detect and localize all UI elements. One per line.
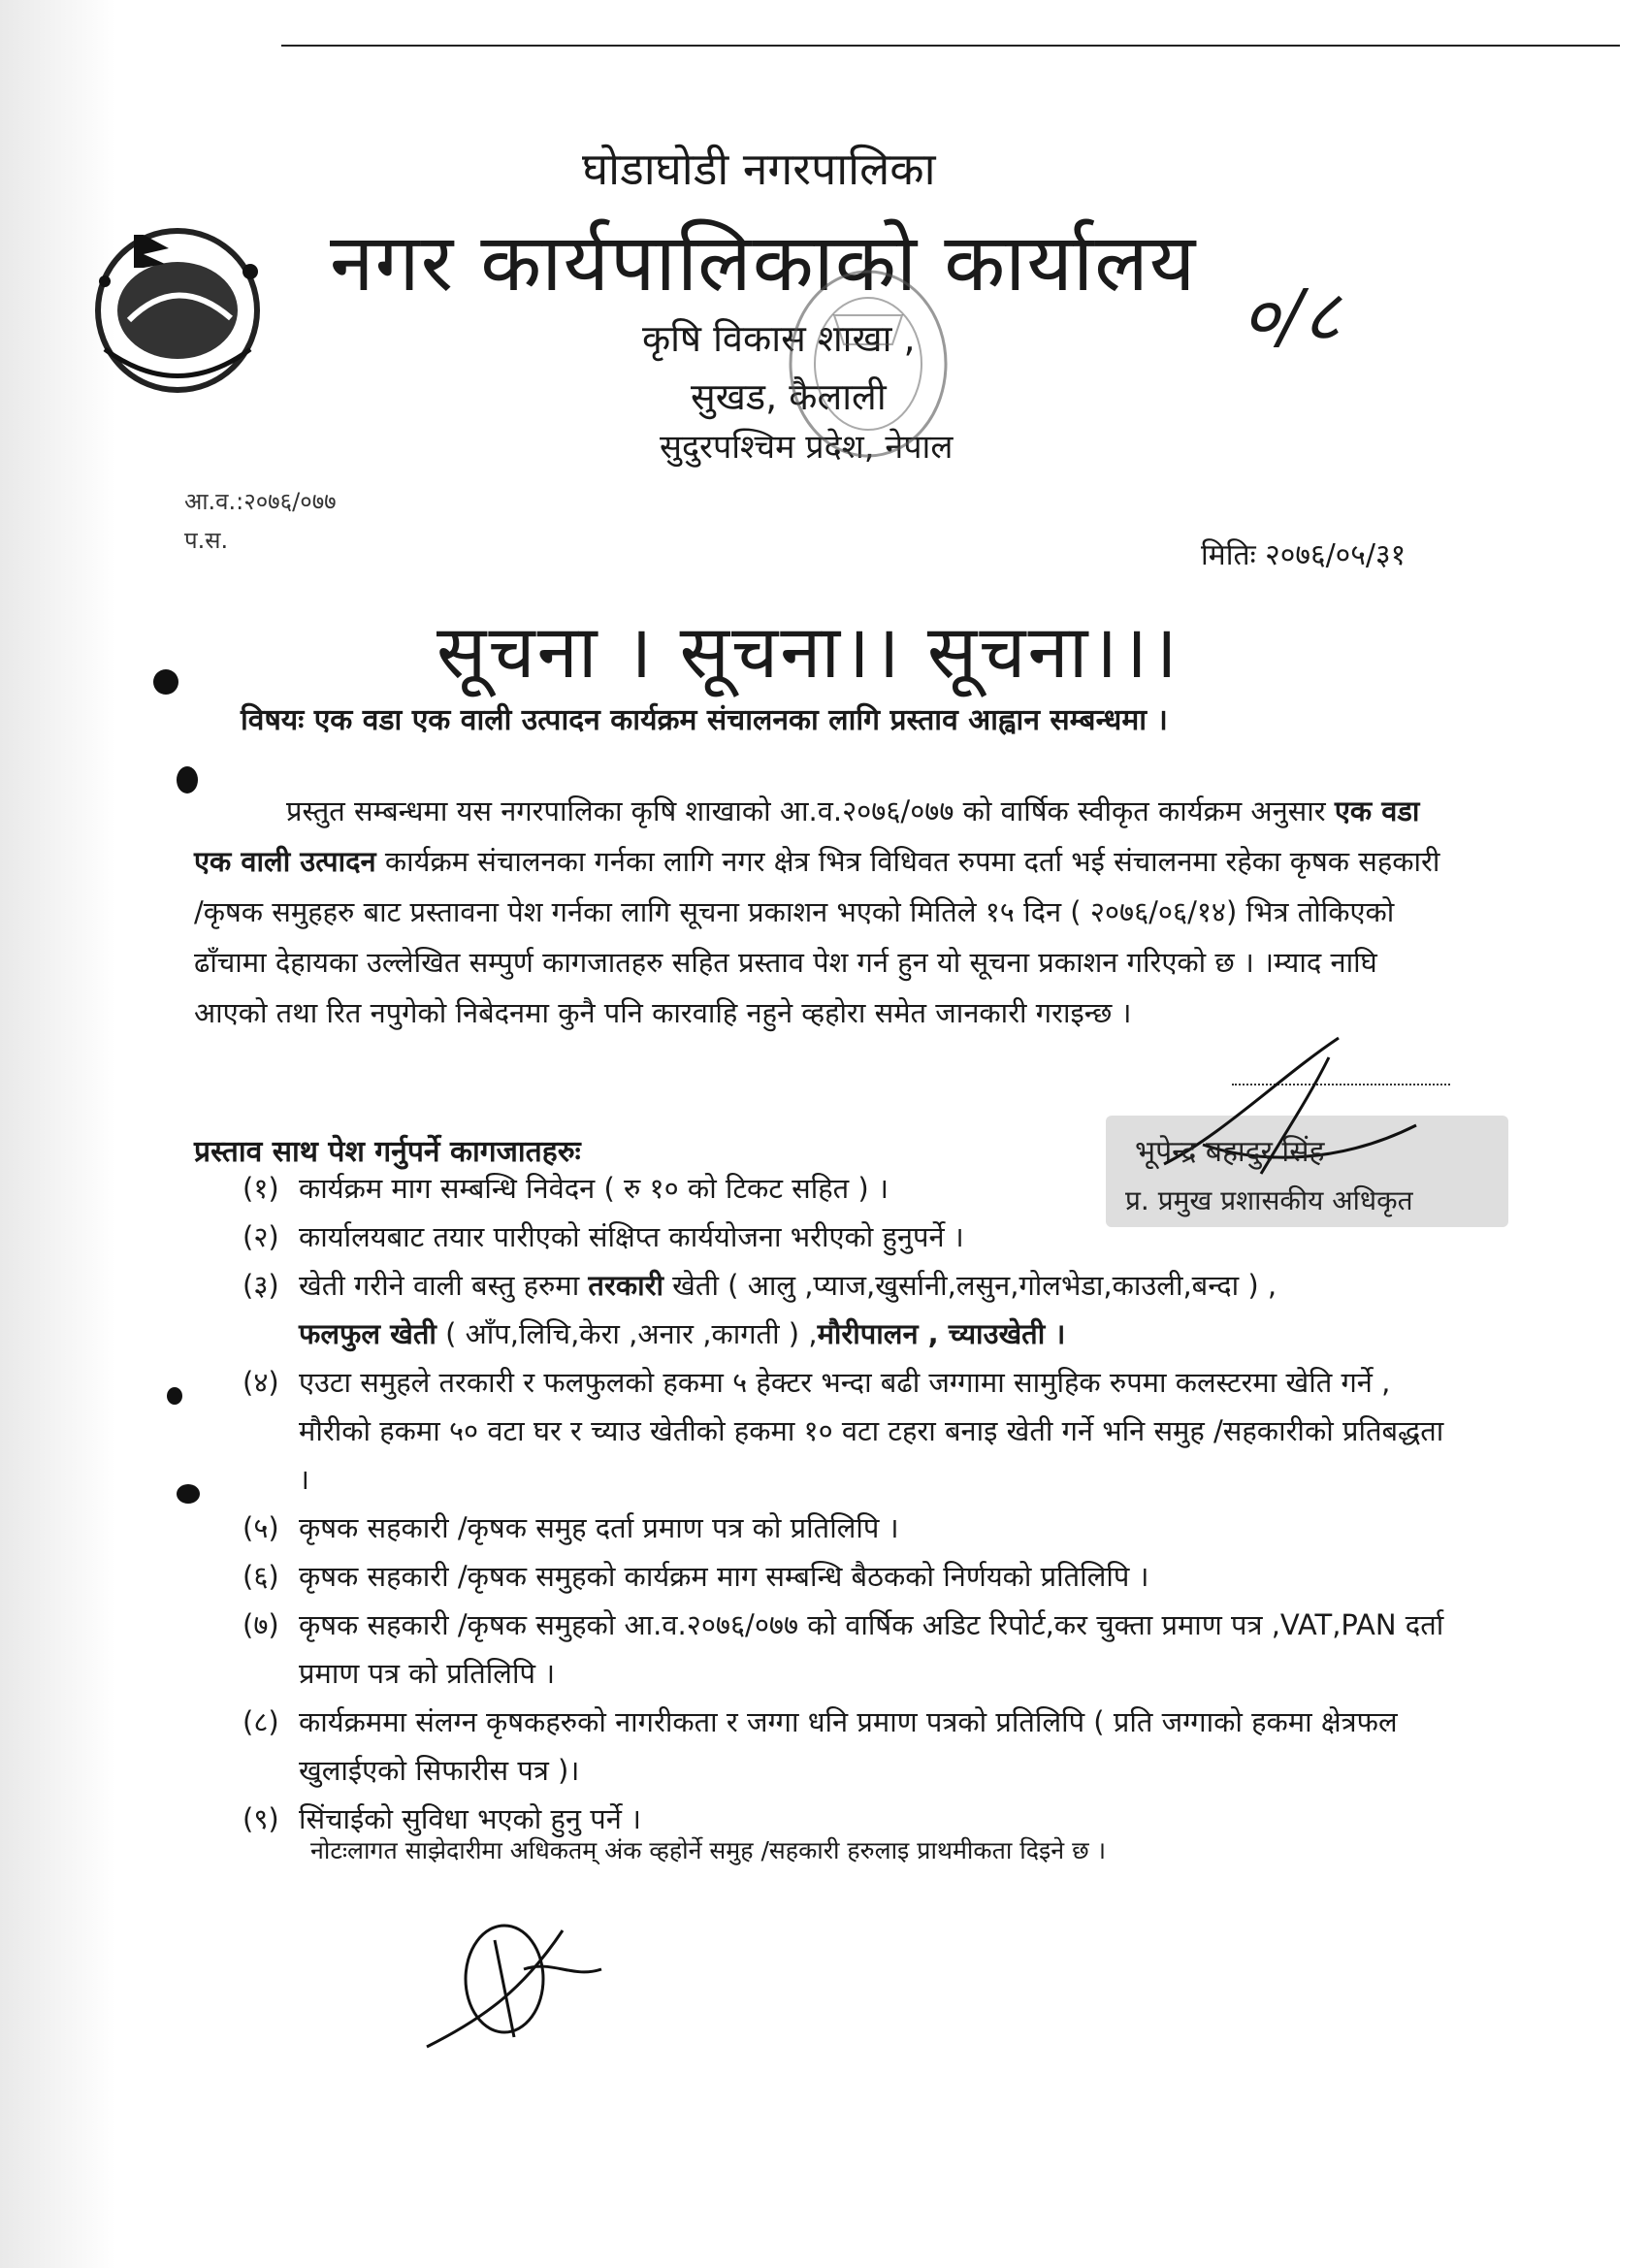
fiscal-year: आ.व.:२०७६/०७७ xyxy=(184,488,337,515)
item-text: कृषक सहकारी /कृषक समुहको कार्यक्रम माग सम्बन्धि बैठकको निर्णयको प्रतिलिपि । xyxy=(299,1560,1149,1593)
item-text xyxy=(299,1261,1455,1358)
item-bold-part: तरकारी xyxy=(588,1269,663,1302)
reference-number: प.स. xyxy=(184,527,229,554)
item-number: (७) xyxy=(242,1608,279,1641)
item-bold-part: फलफुल खेती xyxy=(299,1317,436,1350)
item-text: कार्यक्रम माग सम्बन्धि निवेदन ( रु १० को टिकट सहित ) । xyxy=(299,1172,889,1205)
list-item xyxy=(242,1164,1455,1213)
note-line: नोटःलागत साझेदारीमा अधिकतम् अंक व्हहोर्ने समुह /सहकारी हरुलाइ प्राथमीकता दिइने छ । xyxy=(310,1836,1107,1864)
body-part2: कार्यक्रम संचालनका गर्नका लागि नगर क्षेत्र भित्र विधिवत रुपमा दर्ता भई संचालनमा रहेका कृषक सहकारी /कृषक समुहहरु बाट प्रस्तावना पेश गर्नका लागि सूचना प्रकाशन भएको मितिले १५ दिन ( २०७६/०६/१४) भित्र तोकिएको ढाँचामा देहायका उल्लेखित सम्पुर्ण कागजातहरु सहित प्रस्ताव पेश गर्न हुन यो सूचना प्रकाशन गरिएको छ । ।म्याद नाघि आएको तथा रित नपुगेको निबेदनमा कुनै पनि कारवाहि नहुने व्हहोरा समेत जानकारी गराइन्छ । xyxy=(194,845,1440,1029)
item-number: (९) xyxy=(242,1802,279,1835)
signatory-name: भूपेन्द्र बहादुर सिंह xyxy=(1135,1135,1325,1169)
list-item xyxy=(242,1213,1455,1261)
item-number: (१) xyxy=(242,1172,279,1205)
body-program-name: एक वडा एक वाली उत्पादन xyxy=(194,794,1420,878)
list-item xyxy=(242,1552,1455,1601)
documents-heading: प्रस्ताव साथ पेश गर्नुपर्ने कागजातहरुः xyxy=(194,1135,581,1169)
ink-blot xyxy=(153,669,178,695)
ink-blot xyxy=(177,1484,200,1504)
item-text: कृषक सहकारी /कृषक समुह दर्ता प्रमाण पत्र को प्रतिलिपि । xyxy=(299,1511,899,1544)
documents-list xyxy=(242,1164,1455,1843)
item-text: कृषक सहकारी /कृषक समुहको आ.व.२०७६/०७७ को वार्षिक अडिट रिपोर्ट,कर चुक्ता प्रमाण पत्र ,VAT,PAN दर्ता प्रमाण पत्र को प्रतिलिपि । xyxy=(299,1608,1444,1690)
list-item xyxy=(242,1358,1455,1504)
notice-body xyxy=(194,786,1455,1038)
item-number: (३) xyxy=(242,1269,279,1302)
list-item xyxy=(242,1698,1455,1795)
office-stamp-icon xyxy=(776,257,970,490)
item-text: सिंचाईको सुविधा भएको हुनु पर्ने । xyxy=(299,1802,641,1835)
notice-title: सूचना । सूचना।। सूचना।।। xyxy=(436,608,1180,695)
item-number: (४) xyxy=(242,1366,279,1399)
handwritten-number: ०/८ xyxy=(1242,275,1341,358)
item-text-part: खेती ( आलु ,प्याज,खुर्सानी,लसुन,गोलभेडा,काउली,बन्दा ) , xyxy=(663,1269,1277,1302)
top-rule xyxy=(281,45,1620,47)
list-item xyxy=(242,1601,1455,1698)
item-text: एउटा समुहले तरकारी र फलफुलको हकमा ५ हेक्टर भन्दा बढी जग्गामा सामुहिक रुपमा कलस्टरमा खेति गर्ने , मौरीको हकमा ५० वटा घर र च्याउ खेतीको हकमा १० वटा टहरा बनाइ खेती गर्ने भनि समुह /सहकारीको प्रतिबद्धता । xyxy=(299,1366,1444,1496)
municipality-name: घोडाघोडी नगरपालिका xyxy=(582,143,936,195)
subject-line: विषयः एक वडा एक वाली उत्पादन कार्यक्रम संचालनका लागि प्रस्ताव आह्वान सम्बन्धमा । xyxy=(241,703,1168,737)
nepal-emblem-icon xyxy=(76,204,279,407)
item-number: (६) xyxy=(242,1560,279,1593)
item-bold-part: मौरीपालन , च्याउखेती । xyxy=(817,1317,1066,1350)
province-name: सुदुरपश्चिम प्रदेश, नेपाल xyxy=(660,428,954,467)
notice-date: मितिः २०७६/०५/३१ xyxy=(1201,538,1406,572)
branch-name: कृषि विकास शाखा , xyxy=(642,317,916,360)
item-text: कार्यालयबाट तयार पारीएको संक्षिप्त कार्ययोजना भरीएको हुनुपर्ने । xyxy=(299,1220,964,1253)
ink-blot xyxy=(167,1387,182,1405)
list-item xyxy=(242,1504,1455,1552)
item-text-part: ( आँप,लिचि,केरा ,अनार ,कागती ) , xyxy=(436,1317,818,1350)
list-item xyxy=(242,1261,1455,1358)
bottom-signature-icon xyxy=(407,1901,630,2066)
city-name: सुखड, कैलाली xyxy=(691,375,887,418)
item-number: (८) xyxy=(242,1705,279,1738)
body-paragraph xyxy=(194,786,1455,1038)
item-text: कार्यक्रममा संलग्न कृषकहरुको नागरीकता र जग्गा धनि प्रमाण पत्रको प्रतिलिपि ( प्रति जग्गाको हकमा क्षेत्रफल खुलाईएको सिफारीस पत्र )। xyxy=(299,1705,1398,1787)
body-part1: प्रस्तुत सम्बन्धमा यस नगरपालिका कृषि शाखाको आ.व.२०७६/०७७ को वार्षिक स्वीकृत कार्यक्रम अनुसार xyxy=(286,794,1326,827)
item-number: (५) xyxy=(242,1511,279,1544)
item-number: (२) xyxy=(242,1220,279,1253)
item-text-part: खेती गरीने वाली बस्तु हरुमा xyxy=(299,1269,589,1302)
office-name: नगर कार्यपालिकाको कार्यालय xyxy=(330,217,1197,309)
signatory-title: प्र. प्रमुख प्रशासकीय अधिकृत xyxy=(1125,1184,1413,1216)
